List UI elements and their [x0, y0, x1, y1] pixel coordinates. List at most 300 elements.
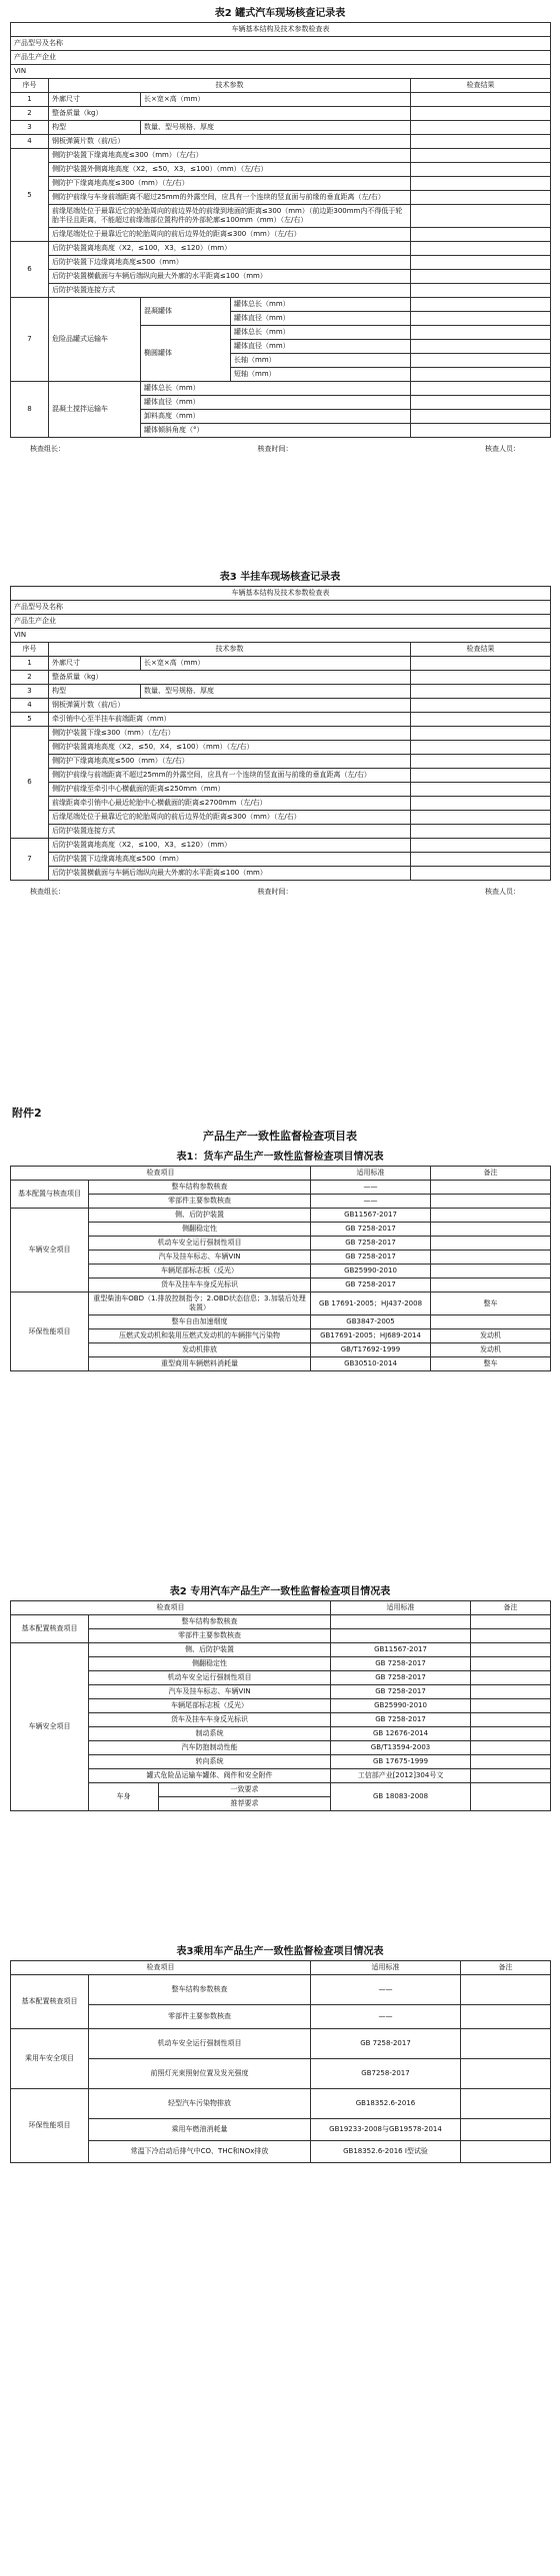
header-cell: 检查项目 [11, 1167, 311, 1181]
standard-cell: GB 7258-2017 [331, 1685, 471, 1699]
inspector-lead-label: 核查组长： [30, 888, 65, 896]
result-cell[interactable] [411, 797, 551, 811]
table-row [11, 727, 551, 741]
header-cell: 技术参数 [49, 643, 411, 657]
row-item: 混凝土搅拌运输车 [49, 382, 141, 438]
item-cell: 机动车安全运行强制性项目 [89, 1671, 331, 1685]
note-cell [461, 2089, 551, 2119]
standard-cell: GB25990-2010 [311, 1265, 431, 1279]
item-cell: 汽车及挂车标志、车辆VIN [89, 1251, 311, 1265]
standard-cell: GB11567-2017 [311, 1209, 431, 1223]
table-row [11, 121, 551, 135]
note-cell [471, 1713, 551, 1727]
result-cell[interactable] [411, 685, 551, 699]
table-row [11, 1237, 551, 1251]
row-item: 侧防护前缘与车身前端距离不超过25mm的外露空间，应具有一个连续的竖直面与前缘的垂直距离（左/右） [49, 191, 411, 205]
table-row [11, 699, 551, 713]
row-number: 8 [11, 382, 49, 438]
item-cell: 一致要求 [159, 1783, 331, 1797]
row-detail: 数量、型号规格、厚度 [141, 121, 411, 135]
result-cell[interactable] [411, 713, 551, 727]
result-cell[interactable] [411, 755, 551, 769]
standard-cell: GB 7258-2017 [311, 1251, 431, 1265]
result-cell[interactable] [411, 825, 551, 839]
header-cell: 备注 [471, 1601, 551, 1615]
row-item: 后防护装置离地高度（X2，≤100，X3，≤120）（mm） [49, 242, 411, 256]
standard-cell: —— [311, 1181, 431, 1195]
standard-cell: GB3847-2005 [311, 1315, 431, 1329]
table-row [11, 755, 551, 769]
row-item: 侧防护下缘离地高度≤500（mm）（左/右） [49, 755, 411, 769]
result-cell[interactable] [411, 410, 551, 424]
result-cell[interactable] [411, 107, 551, 121]
table-row [11, 1713, 551, 1727]
table-row [11, 149, 551, 163]
sub-group-cell: 车身 [89, 1783, 159, 1811]
tank-truck-record-table [10, 22, 551, 438]
group-cell: 基本配置与核查项目 [11, 1181, 89, 1209]
result-cell[interactable] [411, 163, 551, 177]
header-cell: 序号 [11, 643, 49, 657]
row-item: 后防护装置连接方式 [49, 825, 411, 839]
item-cell: 轻型汽车污染物排放 [89, 2089, 311, 2119]
note-cell [471, 1615, 551, 1629]
row-detail: 长×宽×高（mm） [141, 657, 411, 671]
row-item: 后防护装置离地高度（X2，≤100，X3，≤120）（mm） [49, 839, 411, 853]
standard-cell: —— [311, 1195, 431, 1209]
item-cell: 货车及挂车车身反光标识 [89, 1713, 331, 1727]
result-cell[interactable] [411, 727, 551, 741]
info-row: 产品型号及名称 [11, 37, 551, 51]
note-cell [471, 1783, 551, 1811]
row-number: 3 [11, 685, 49, 699]
item-cell: 重型商用车辆燃料消耗量 [89, 1357, 311, 1371]
inspection-time-label: 核查时间： [257, 888, 293, 896]
row-item: 整备质量（kg） [49, 671, 411, 685]
table-row [11, 1181, 551, 1195]
table-row [11, 284, 551, 298]
info-row: VIN [11, 65, 551, 79]
row-item: 前缘尾端处位于最靠近它的轮胎周向的前边界处的前缘到地面的距离≤300（mm）（前边距300mm内不得低于轮胎半径且距离，不能超过前缘端部位置构件的外部轮廓≤100mm（mm）（左/右） [49, 205, 411, 228]
item-cell: 发动机排放 [89, 1343, 311, 1357]
item-cell: 整车自由加速烟度 [89, 1315, 311, 1329]
result-cell[interactable] [411, 270, 551, 284]
sub-item: 混凝罐体 [141, 298, 231, 326]
note-cell [471, 1755, 551, 1769]
special-vehicle-consistency-table [10, 1600, 551, 1811]
sub-item: 罐体直径（mm） [141, 396, 411, 410]
standard-cell: 工信部产业[2012]304号文 [331, 1769, 471, 1783]
table-row [11, 783, 551, 797]
row-item: 危险品罐式运输车 [49, 298, 141, 382]
result-cell[interactable] [411, 741, 551, 755]
note-cell [431, 1251, 551, 1265]
note-cell [431, 1265, 551, 1279]
standard-cell: GB 18083-2008 [331, 1783, 471, 1811]
table-row [11, 1975, 551, 2005]
standard-cell: GB18352.6-2016 [311, 2089, 461, 2119]
header-cell: 备注 [461, 1961, 551, 1975]
note-cell: 整车 [431, 1292, 551, 1315]
inspector-lead-label: 核查组长： [30, 445, 65, 453]
table-row [11, 191, 551, 205]
result-cell[interactable] [411, 657, 551, 671]
standard-cell: —— [311, 1975, 461, 2005]
result-cell[interactable] [411, 354, 551, 368]
note-cell [471, 1685, 551, 1699]
item-cell: 常温下冷启动后排气中CO、THC和NOx排放 [89, 2141, 311, 2163]
result-cell[interactable] [411, 242, 551, 256]
table-row [11, 1315, 551, 1329]
standard-cell: GB17691-2005；HJ689-2014 [311, 1329, 431, 1343]
item-cell: 制动系统 [89, 1727, 331, 1741]
table-row [11, 1195, 551, 1209]
sub-detail: 罐体总长（mm） [231, 298, 411, 312]
table-row [11, 825, 551, 839]
table-title: 表3 半挂车现场核查记录表 [219, 572, 341, 583]
table-row [11, 1629, 551, 1643]
table-row [11, 1265, 551, 1279]
row-number: 4 [11, 699, 49, 713]
row-item: 后防护装置下边缘离地高度≤500（mm） [49, 853, 411, 867]
standard-cell: GB30510-2014 [311, 1357, 431, 1371]
table-row [11, 256, 551, 270]
table-row [11, 1343, 551, 1357]
row-number: 1 [11, 93, 49, 107]
item-cell: 整车结构参数核查 [89, 1181, 311, 1195]
table-row [11, 1223, 551, 1237]
item-cell: 零部件主要参数核查 [89, 1629, 331, 1643]
result-cell[interactable] [411, 396, 551, 410]
signature-line [10, 881, 550, 899]
standard-cell: GB 17675-1999 [331, 1755, 471, 1769]
table-row [11, 713, 551, 727]
sub-item: 罐体总长（mm） [141, 382, 411, 396]
passenger-car-consistency-table [10, 1960, 551, 2163]
row-number: 2 [11, 107, 49, 121]
row-number: 2 [11, 671, 49, 685]
table-row [11, 741, 551, 755]
item-cell: 前照灯光束照射位置及发光强度 [89, 2059, 311, 2089]
table-row [11, 671, 551, 685]
item-cell: 机动车安全运行强制性项目 [89, 1237, 311, 1251]
item-cell: 侧翻稳定性 [89, 1657, 331, 1671]
table-row [11, 107, 551, 121]
row-item: 构型 [49, 121, 141, 135]
result-cell[interactable] [411, 699, 551, 713]
row-item: 外廓尺寸 [49, 657, 141, 671]
row-item: 侧防护装置外侧离地高度（X2，≤50，X3，≤100）（mm）（左/右） [49, 163, 411, 177]
row-item: 侧防护装置下缘≤300（mm）（左/右） [49, 727, 411, 741]
result-cell[interactable] [411, 298, 551, 312]
table-row [11, 298, 551, 312]
table-row [11, 1783, 551, 1797]
standard-cell: GB 7258-2017 [311, 1279, 431, 1292]
table-row [11, 2059, 551, 2089]
standard-cell [331, 1615, 471, 1629]
table-row [11, 769, 551, 783]
header-cell: 检查项目 [11, 1601, 331, 1615]
result-cell[interactable] [411, 867, 551, 881]
table-row [11, 1209, 551, 1223]
header-cell: 检查结果 [411, 79, 551, 93]
header-cell: 适用标准 [311, 1167, 431, 1181]
note-cell [431, 1237, 551, 1251]
table-row [11, 1685, 551, 1699]
row-number: 7 [11, 298, 49, 382]
info-row: 产品生产企业 [11, 51, 551, 65]
table-row [11, 135, 551, 149]
standard-cell: GB 12676-2014 [331, 1727, 471, 1741]
standard-cell: GB19233-2008与GB19578-2014 [311, 2119, 461, 2141]
semi-trailer-record-section [10, 570, 550, 899]
table-row [11, 1292, 551, 1315]
row-number: 4 [11, 135, 49, 149]
table-row [11, 1755, 551, 1769]
row-item: 后防护装置横截面与车辆后端纵向最大外廓的水平距离≤100（mm） [49, 270, 411, 284]
table-title: 表2 罐式汽车现场核查记录表 [214, 8, 346, 19]
table-row [11, 2119, 551, 2141]
note-cell [471, 1769, 551, 1783]
sub-detail: 罐体总长（mm） [231, 326, 411, 340]
note-cell [461, 1975, 551, 2005]
result-cell[interactable] [411, 783, 551, 797]
row-item: 牵引销中心至半挂车前端距离（mm） [49, 713, 411, 727]
result-cell[interactable] [411, 93, 551, 107]
row-detail: 长×宽×高（mm） [141, 93, 411, 107]
table-banner: 车辆基本结构及技术参数检查表 [11, 587, 551, 601]
sub-detail: 罐体直径（mm） [231, 312, 411, 326]
note-cell [471, 1727, 551, 1741]
item-cell: 乘用车燃油消耗量 [89, 2119, 311, 2141]
item-cell: 侧、后防护装置 [89, 1209, 311, 1223]
standard-cell: GB25990-2010 [331, 1699, 471, 1713]
result-cell[interactable] [411, 121, 551, 135]
signature-line [10, 438, 550, 456]
group-cell: 环保性能项目 [11, 2089, 89, 2163]
sub-item: 罐体倾斜角度（°） [141, 424, 411, 438]
group-cell: 乘用车安全项目 [11, 2029, 89, 2089]
item-cell: 侧翻稳定性 [89, 1223, 311, 1237]
standard-cell: GB 7258-2017 [331, 1657, 471, 1671]
table-row [11, 1615, 551, 1629]
standard-cell: GB 7258-2017 [331, 1713, 471, 1727]
info-row: VIN [11, 629, 551, 643]
row-item: 后防护装置横截面与车辆后端纵向最大外廓的水平距离≤100（mm） [49, 867, 411, 881]
standard-cell: GB 7258-2017 [311, 1223, 431, 1237]
table-row [11, 2141, 551, 2163]
result-cell[interactable] [411, 256, 551, 270]
table-row [11, 685, 551, 699]
table-row [11, 93, 551, 107]
sub-detail: 罐体直径（mm） [231, 340, 411, 354]
note-cell [461, 2119, 551, 2141]
header-cell: 检查结果 [411, 643, 551, 657]
table-row [11, 657, 551, 671]
result-cell[interactable] [411, 191, 551, 205]
group-cell: 环保性能项目 [11, 1292, 89, 1371]
sub-detail: 短轴（mm） [231, 368, 411, 382]
table-row [11, 228, 551, 242]
result-cell[interactable] [411, 811, 551, 825]
table-row [11, 242, 551, 256]
item-cell: 整车结构参数核查 [89, 1615, 331, 1629]
result-cell[interactable] [411, 228, 551, 242]
item-cell: 汽车防抱制动性能 [89, 1741, 331, 1755]
table-row [11, 1741, 551, 1755]
row-number: 5 [11, 149, 49, 242]
table-row [11, 1357, 551, 1371]
item-cell: 罐式危险品运输车罐体、阀件和安全附件 [89, 1769, 331, 1783]
result-cell[interactable] [411, 382, 551, 396]
row-item: 钢板弹簧片数（前/后） [49, 699, 411, 713]
row-number: 6 [11, 242, 49, 298]
info-row: 产品生产企业 [11, 615, 551, 629]
item-cell: 车辆尾部标志板（反光） [89, 1699, 331, 1713]
result-cell[interactable] [411, 671, 551, 685]
sub-item: 卸料高度（mm） [141, 410, 411, 424]
table-row [11, 1657, 551, 1671]
table-title: 表3乘用车产品生产一致性监督检查项目情况表 [176, 1946, 384, 1957]
table-row [11, 867, 551, 881]
table-row [11, 270, 551, 284]
note-cell: 发动机 [431, 1343, 551, 1357]
item-cell: 重型柴油车OBD（1.排放控制指令；2.OBD状态信息；3.加装后处理装置） [89, 1292, 311, 1315]
row-item: 侧防护前缘与前端距离不超过25mm的外露空间，应具有一个连续的竖直面与前缘的垂直距离（左/右） [49, 769, 411, 783]
row-item: 整备质量（kg） [49, 107, 411, 121]
row-item: 侧防护下缘离地高度≤300（mm）（左/右） [49, 177, 411, 191]
item-cell: 压燃式发动机和装用压燃式发动机的车辆排气污染物 [89, 1329, 311, 1343]
table-row [11, 1671, 551, 1685]
item-cell: 整车结构参数核查 [89, 1975, 311, 2005]
table-row [11, 177, 551, 191]
passenger-car-consistency-section [10, 1944, 550, 2163]
table-row [11, 853, 551, 867]
item-cell: 推荐要求 [159, 1797, 331, 1811]
table-title: 表2 专用汽车产品生产一致性监督检查项目情况表 [169, 1586, 391, 1597]
standard-cell: GB 7258-2017 [331, 1671, 471, 1685]
row-item: 侧防护装置下缘离地高度≤300（mm）（左/右） [49, 149, 411, 163]
item-cell: 汽车及挂车标志、车辆VIN [89, 1685, 331, 1699]
inspector-label: 核查人员： [485, 445, 520, 453]
note-cell [431, 1279, 551, 1292]
semi-trailer-record-table [10, 586, 551, 881]
table-row [11, 382, 551, 396]
group-cell: 基本配置核查项目 [11, 1975, 89, 2029]
result-cell[interactable] [411, 312, 551, 326]
header-cell: 备注 [431, 1167, 551, 1181]
result-cell[interactable] [411, 368, 551, 382]
item-cell: 零部件主要参数核查 [89, 2005, 311, 2029]
main-title: 产品生产一致性监督检查项目表 [203, 1130, 357, 1143]
item-cell: 零部件主要参数核查 [89, 1195, 311, 1209]
table-row [11, 1643, 551, 1657]
table-row [11, 1699, 551, 1713]
group-cell: 车辆安全项目 [11, 1209, 89, 1292]
note-cell [461, 2141, 551, 2163]
result-cell[interactable] [411, 284, 551, 298]
table-row [11, 811, 551, 825]
row-item: 后缘尾端处位于最靠近它的轮胎周向的前后边界处的距离≤300（mm）（左/右） [49, 811, 411, 825]
result-cell[interactable] [411, 205, 551, 228]
truck-consistency-section [10, 1150, 550, 1371]
row-detail: 数量、型号规格、厚度 [141, 685, 411, 699]
item-cell: 车辆尾部标志板（反光） [89, 1265, 311, 1279]
row-item: 侧防护装置离地高度（X2，≤50，X4，≤100）（mm）（左/右） [49, 741, 411, 755]
note-cell [431, 1315, 551, 1329]
result-cell[interactable] [411, 839, 551, 853]
header-cell: 适用标准 [331, 1601, 471, 1615]
sub-item: 椭圆罐体 [141, 326, 231, 382]
note-cell: 发动机 [431, 1329, 551, 1343]
row-item: 构型 [49, 685, 141, 699]
special-vehicle-consistency-section [10, 1584, 550, 1811]
truck-consistency-table [10, 1166, 551, 1371]
row-item: 后防护装置下边缘离地高度≤500（mm） [49, 256, 411, 270]
row-item: 前缘距离牵引销中心最近轮胎中心横截面的距离≤2700mm（左/右） [49, 797, 411, 811]
group-cell: 基本配置核查项目 [11, 1615, 89, 1643]
note-cell [461, 2029, 551, 2059]
note-cell [461, 2005, 551, 2029]
item-cell: 货车及挂车车身反光标识 [89, 1279, 311, 1292]
note-cell [431, 1195, 551, 1209]
table-row [11, 1727, 551, 1741]
item-cell: 机动车安全运行强制性项目 [89, 2029, 311, 2059]
row-item: 外廓尺寸 [49, 93, 141, 107]
attachment-label: 附件2 [12, 1107, 42, 1120]
note-cell: 整车 [431, 1357, 551, 1371]
group-cell: 车辆安全项目 [11, 1643, 89, 1811]
note-cell [431, 1181, 551, 1195]
standard-cell: GB7258-2017 [311, 2059, 461, 2089]
item-cell: 转向系统 [89, 1755, 331, 1769]
result-cell[interactable] [411, 326, 551, 340]
inspection-time-label: 核查时间： [257, 445, 293, 453]
standard-cell: GB/T17692-1999 [311, 1343, 431, 1357]
note-cell [471, 1699, 551, 1713]
table-banner: 车辆基本结构及技术参数检查表 [11, 23, 551, 37]
row-number: 6 [11, 727, 49, 839]
result-cell[interactable] [411, 177, 551, 191]
standard-cell: —— [311, 2005, 461, 2029]
row-number: 1 [11, 657, 49, 671]
standard-cell: GB 7258-2017 [311, 1237, 431, 1251]
tank-truck-record-section [10, 6, 550, 456]
result-cell[interactable] [411, 424, 551, 438]
note-cell [461, 2059, 551, 2089]
table-row [11, 1279, 551, 1292]
note-cell [471, 1671, 551, 1685]
result-cell[interactable] [411, 340, 551, 354]
note-cell [471, 1657, 551, 1671]
row-item: 后防护装置连接方式 [49, 284, 411, 298]
standard-cell: GB11567-2017 [331, 1643, 471, 1657]
sub-detail: 长轴（mm） [231, 354, 411, 368]
row-item: 钢板弹簧片数（前/后） [49, 135, 411, 149]
header-cell: 适用标准 [311, 1961, 461, 1975]
row-number: 5 [11, 713, 49, 727]
note-cell [431, 1209, 551, 1223]
result-cell[interactable] [411, 769, 551, 783]
header-cell: 序号 [11, 79, 49, 93]
result-cell[interactable] [411, 853, 551, 867]
row-number: 7 [11, 839, 49, 881]
result-cell[interactable] [411, 149, 551, 163]
table-row [11, 205, 551, 228]
result-cell[interactable] [411, 135, 551, 149]
note-cell [471, 1643, 551, 1657]
item-cell: 侧、后防护装置 [89, 1643, 331, 1657]
